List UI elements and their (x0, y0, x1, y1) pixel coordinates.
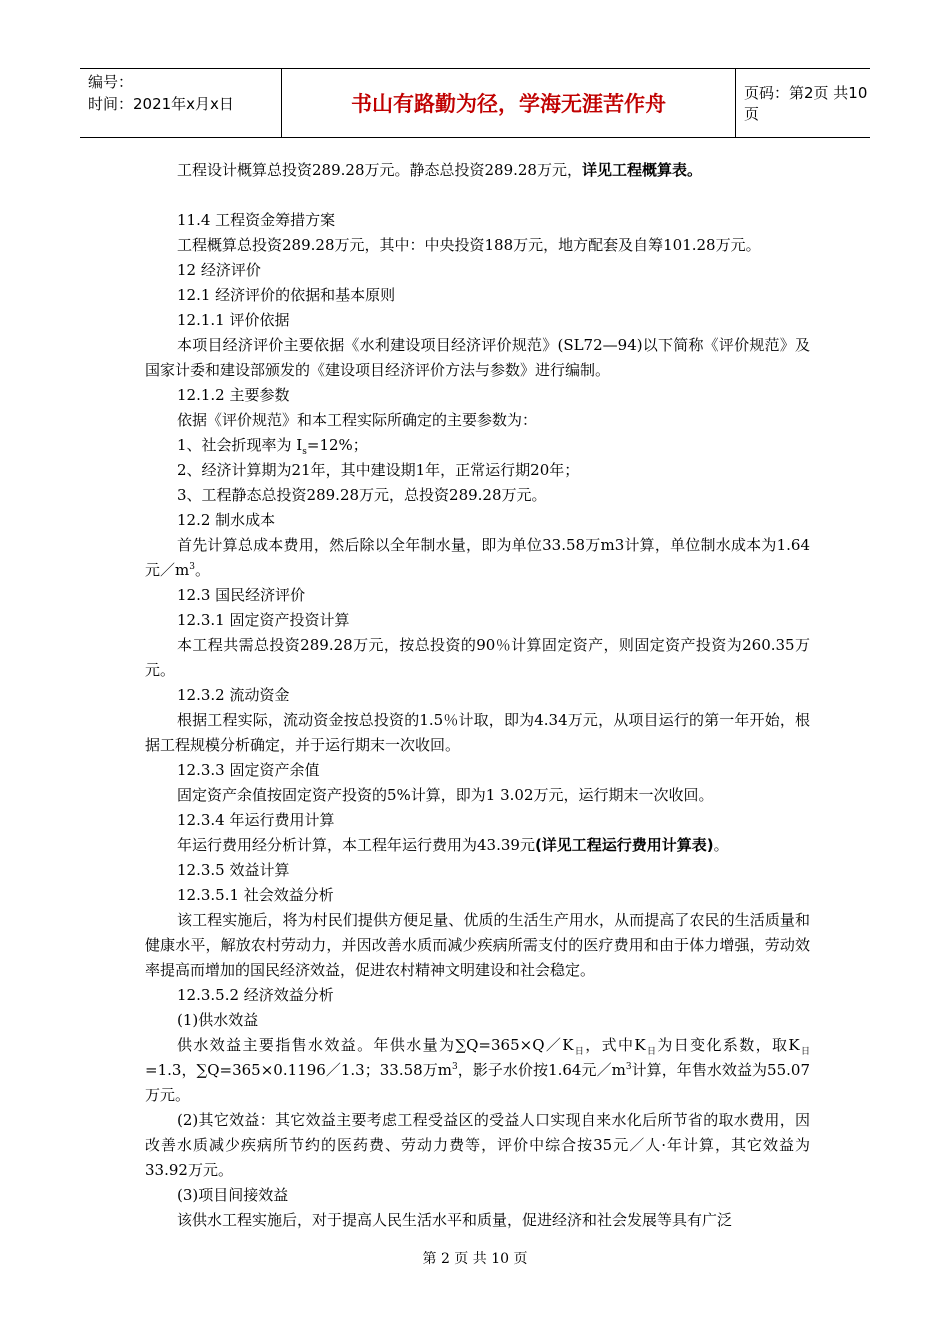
section-heading: 12.3 国民经济评价 (177, 586, 306, 604)
paragraph: 该工程实施后，将为村民们提供方便足量、优质的生活生产用水，从而提高了农民的生活质量和健康水平，解放农村劳动力，并因改善水质而减少疾病所需支付的医疗费用和由于体力增强，劳动效率提高而增加的国民经济效益，促进农村精神文明建设和社会稳定。 (145, 911, 810, 979)
section-heading: 12.3.2 流动资金 (177, 686, 290, 704)
section-heading: 12.1 经济评价的依据和基本原则 (177, 286, 396, 304)
section-heading: 12.3.5.2 经济效益分析 (177, 986, 334, 1004)
section-heading: 12.3.3 固定资产余值 (177, 761, 320, 779)
section-heading: 11.4 工程资金筹措方案 (177, 211, 336, 229)
page-header (80, 68, 870, 138)
list-item: 3、工程静态总投资289.28万元，总投资289.28万元。 (177, 486, 547, 504)
header-meta (80, 69, 282, 137)
paragraph: 工程概算总投资289.28万元，其中：中央投资188万元，地方配套及自筹101.28万元。 (177, 236, 761, 254)
paragraph: 依据《评价规范》和本工程实际所确定的主要参数为： (177, 411, 538, 429)
number-label: 编号： (88, 73, 134, 91)
header-page-info: 页码：第2页 共10页 (744, 84, 868, 123)
section-heading: 12.1.2 主要参数 (177, 386, 290, 404)
paragraph: 根据工程实际，流动资金按总投资的1.5％计取，即为4.34万元，从项目运行的第一年开始，根据工程规模分析确定，并于运行期末一次收回。 (145, 711, 810, 754)
paragraph: 固定资产余值按固定资产投资的5%计算，即为1 3.02万元，运行期末一次收回。 (177, 786, 714, 804)
paragraph: 供水效益主要指售水效益。年供水量为$\sum Q=365\times Q/K_日$，式中$K_日$为日变化系数，取$K_日=1.3$，∑Q=365×0.1196／1.3；33.58万$m^3$，影子水价按1.64元$/m^3$计算，年售水效益为55.07万元。 (145, 1036, 811, 1104)
page-footer: 第 2 页 共 10 页 (422, 1251, 528, 1267)
section-heading: 12.1.1 评价依据 (177, 311, 290, 329)
paragraph: 工程设计概算总投资289.28万元。静态总投资289.28万元，详见工程概算表。 (177, 161, 702, 179)
list-item: 1、社会折现率为 $I_s=12\%$； (177, 436, 368, 457)
paragraph: 本项目经济评价主要依据《水利建设项目经济评价规范》(SL72—94)以下简称《评价规范》及国家计委和建设部颁发的《建设项目经济评价方法与参数》进行编制。 (145, 336, 810, 379)
paragraph: 本工程共需总投资289.28万元，按总投资的90％计算固定资产，则固定资产投资为260.35万元。 (145, 636, 810, 679)
paragraph: 该供水工程实施后，对于提高人民生活水平和质量，促进经济和社会发展等具有广泛 (177, 1211, 733, 1229)
bold-reference: (详见工程运行费用计算表) (534, 836, 714, 854)
header-motto: 书山有路勤为径，学海无涯苦作舟 (282, 69, 736, 137)
section-heading: 12.3.4 年运行费用计算 (177, 811, 335, 829)
paragraph: 年运行费用经分析计算，本工程年运行费用为43.39元(详见工程运行费用计算表)。 (177, 836, 729, 854)
section-heading: 12.3.1 固定资产投资计算 (177, 611, 350, 629)
section-heading: 12 经济评价 (177, 261, 261, 279)
time-label: 时间：2021年x月x日 (88, 95, 234, 113)
section-heading: 12.3.5.1 社会效益分析 (177, 886, 334, 904)
list-item: 2、经济计算期为21年，其中建设期1年，正常运行期20年； (177, 461, 580, 479)
paragraph: (2)其它效益：其它效益主要考虑工程受益区的受益人口实现自来水化后所节省的取水费用，因改善水质减少疾病所节约的医药费、劳动力费等，评价中综合按35元／人·年计算，其它效益为33.92万元。 (145, 1111, 810, 1179)
section-heading: 12.2 制水成本 (177, 511, 276, 529)
document-body (145, 158, 810, 1233)
paragraph: 首先计算总成本费用，然后除以全年制水量，即为单位33.58万m3计算，单位制水成本为1.64元$/m^3$。 (145, 536, 810, 579)
section-heading: 12.3.5 效益计算 (177, 861, 290, 879)
subheading: (3)项目间接效益 (177, 1186, 289, 1204)
bold-reference: 详见工程概算表。 (581, 161, 702, 179)
subheading: (1)供水效益 (177, 1011, 259, 1029)
